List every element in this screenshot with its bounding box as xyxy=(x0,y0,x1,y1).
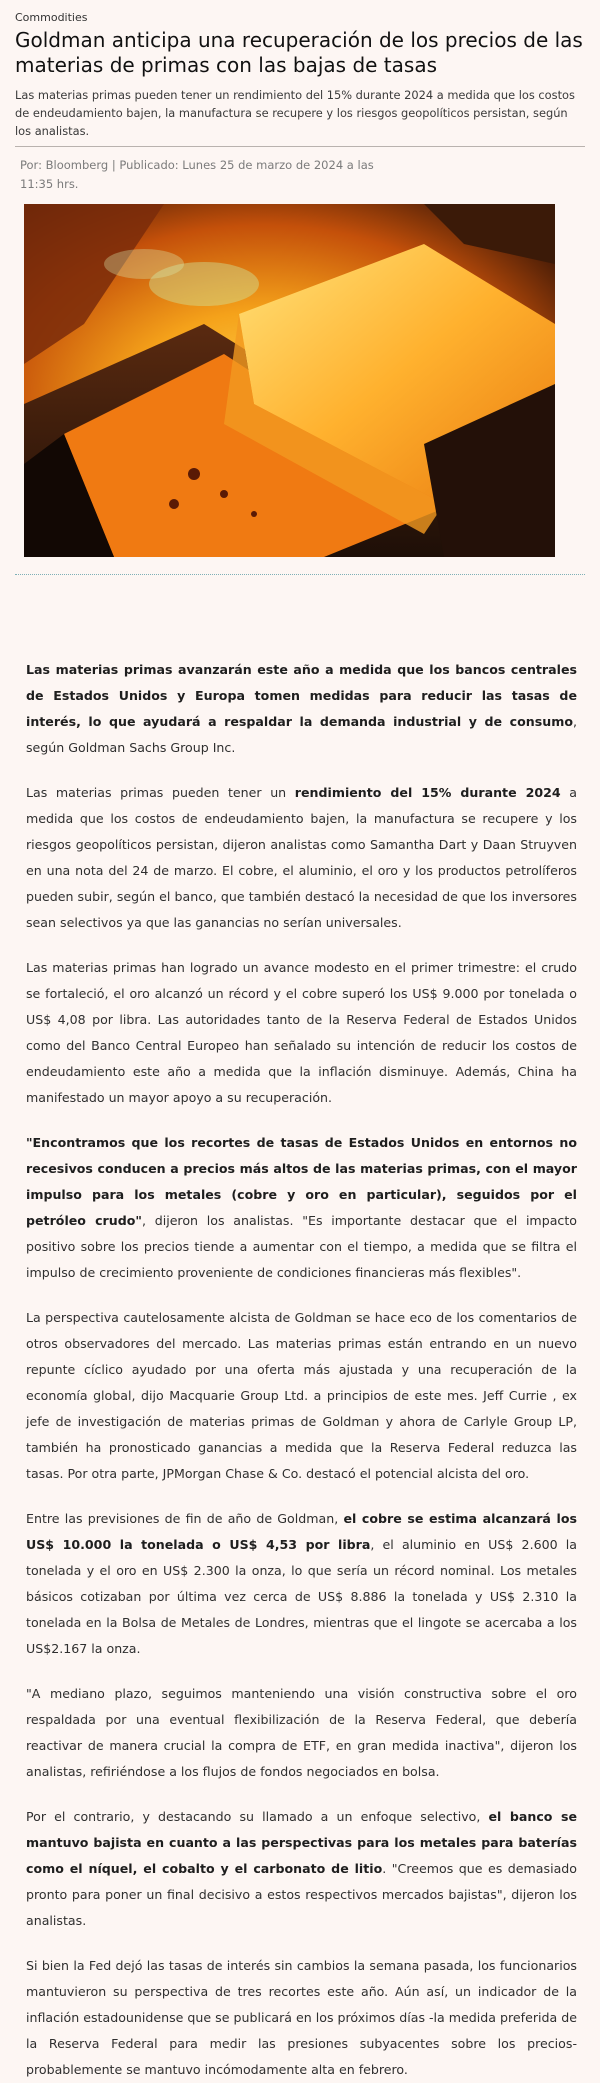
paragraph-4 xyxy=(26,1130,577,1286)
article-body xyxy=(0,575,600,2083)
paragraph-6 xyxy=(26,1506,577,1662)
paragraph-8 xyxy=(26,1804,577,1934)
page-title: Goldman anticipa una recuperación de los precios de las materias de primas con las bajas de tasas xyxy=(15,28,583,77)
paragraph-4-text: , dijeron los analistas. "Es importante destacar que el impacto positivo sobre los precios tiende a aumentar con el tiempo, a medida que se filtra el impulso de crecimiento proveniente de condiciones financieras más flexibles". xyxy=(26,1213,577,1280)
article-header xyxy=(0,0,600,575)
paragraph-4-quote: "Encontramos que los recortes de tasas de Estados Unidos en entornos no recesivos conducen a precios más altos de las materias primas, con el mayor impulso para los metales (cobre y oro en particular), seguidos por el petróleo crudo" xyxy=(26,1135,577,1228)
paragraph-8-text-a: Por el contrario, y destacando su llamado a un enfoque selectivo, xyxy=(26,1809,489,1824)
paragraph-9: Si bien la Fed dejó las tasas de interés sin cambios la semana pasada, los funcionarios mantuvieron su perspectiva de tres recortes este año. Aún así, un indicador de la inflación estadounidense que se publicará en los próximos días -la medida preferida de la Reserva Federal para medir las presiones subyacentes sobre los precios- probablemente se mantuvo incómodamente alta en febrero. xyxy=(26,1958,577,2077)
paragraph-6-text-a: Entre las previsiones de fin de año de Goldman, xyxy=(26,1511,344,1526)
paragraph-2-text-a: Las materias primas pueden tener un xyxy=(26,785,295,800)
paragraph-7: "A mediano plazo, seguimos manteniendo una visión constructiva sobre el oro respaldada por una eventual flexibilización de la Reserva Federal, que debería reactivar de manera crucial la compra de ETF, en gran medida inactiva", dijeron los analistas, refiriéndose a los flujos de fondos negociados en bolsa. xyxy=(26,1686,577,1779)
paragraph-2 xyxy=(26,780,577,936)
paragraph-8-bold: el banco se mantuvo bajista en cuanto a las perspectivas para los metales para baterías como el níquel, el cobalto y el carbonato de litio xyxy=(26,1809,578,1876)
paragraph-3: Las materias primas han logrado un avance modesto en el primer trimestre: el crudo se fortaleció, el oro alcanzó un récord y el cobre superó los US$ 9.000 por tonelada o US$ 4,08 por libra. Las autoridades tanto de la Reserva Federal de Estados Unidos como del Banco Central Europeo han señalado su intención de reducir los costos de endeudamiento este año a medida que la inflación disminuye. Además, China ha manifestado un mayor apoyo a su recuperación. xyxy=(26,960,577,1105)
molten-steel-photo-icon xyxy=(24,204,555,557)
byline: Por: Bloomberg | Publicado: Lunes 25 de marzo de 2024 a las 11:35 hrs. xyxy=(20,158,374,191)
paragraph-6-bold: el cobre se estima alcanzará los US$ 10.000 la tonelada o US$ 4,53 por libra xyxy=(26,1511,577,1552)
paragraph-1-bold: Las materias primas avanzarán este año a medida que los bancos centrales de Estados Unidos y Europa tomen medidas para reducir las tasas de interés, lo que ayudará a respaldar la demanda industrial y de consumo xyxy=(26,662,577,729)
paragraph-1-text: , según Goldman Sachs Group Inc. xyxy=(26,714,577,755)
article-subtitle: Las materias primas pueden tener un rendimiento del 15% durante 2024 a medida que los costos de endeudamiento bajen, la manufactura se recupere y los riesgos geopolíticos persistan, según los analistas. xyxy=(15,88,575,138)
section-label[interactable]: Commodities xyxy=(15,11,88,24)
paragraph-5: La perspectiva cautelosamente alcista de Goldman se hace eco de los comentarios de otros observadores del mercado. Las materias primas están entrando en un nuevo repunte cíclico ayudado por una oferta más ajustada y una recuperación de la economía global, dijo Macquarie Group Ltd. a principios de este mes. Jeff Currie , ex jefe de investigación de materias primas de Goldman y ahora de Carlyle Group LP, también ha pronosticado ganancias a medida que la Reserva Federal reduzca las tasas. Por otra parte, JPMorgan Chase & Co. destacó el potencial alcista del oro. xyxy=(26,1310,577,1481)
paragraph-1 xyxy=(26,657,577,761)
paragraph-2-bold: rendimiento del 15% durante 2024 xyxy=(294,785,561,800)
paragraph-6-text-c: , el aluminio en US$ 2.600 la tonelada y el oro en US$ 2.300 la onza, lo que sería un récord nominal. Los metales básicos cotizaban por última vez cerca de US$ 8.886 la tonelada y US$ 2.310 la tonelada en la Bolsa de Metales de Londres, mientras que el lingote se acercaba a los US$2.167 la onza. xyxy=(26,1537,577,1656)
hero-image xyxy=(24,204,555,557)
paragraph-8-text-c: . "Creemos que es demasiado pronto para poner un final decisivo a estos respectivos mercados bajistas", dijeron los analistas. xyxy=(26,1861,577,1928)
paragraph-2-text-c: a medida que los costos de endeudamiento bajen, la manufactura se recupere y los riesgos geopolíticos persistan, dijeron analistas como Samantha Dart y Daan Struyven en una nota del 24 de marzo. El cobre, el aluminio, el oro y los productos petrolíferos pueden subir, según el banco, que también destacó la necesidad de que los inversores sean selectivos ya que las ganancias no serían universales. xyxy=(26,785,577,930)
